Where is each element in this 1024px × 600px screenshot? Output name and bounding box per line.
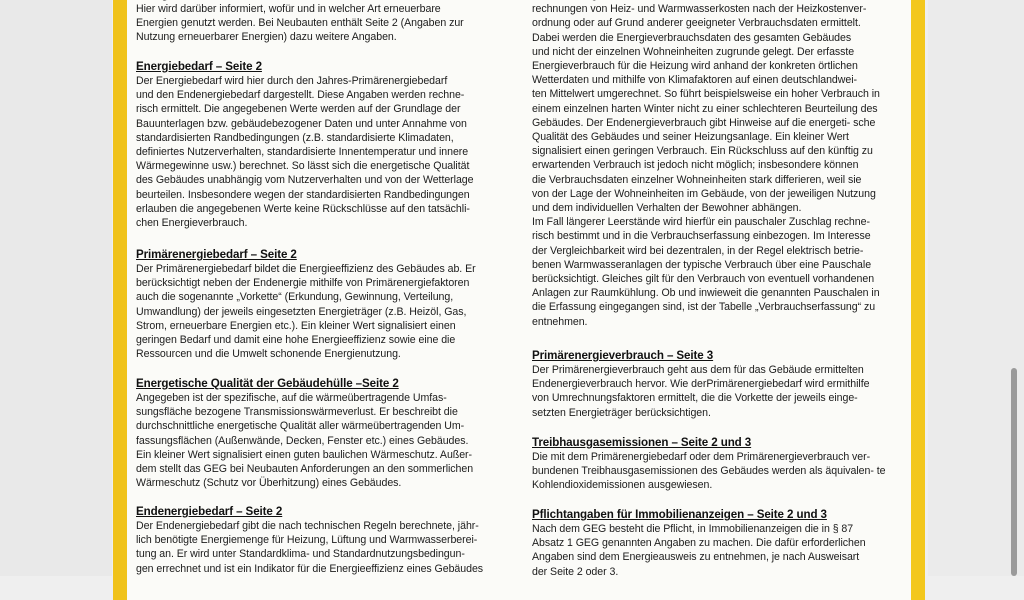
text-line: und nicht der einzelnen Wohneinheiten zugrunde gelegt. Der erfasste	[532, 45, 855, 58]
section-heading: Pflichtangaben für Immobilienanzeigen – Seite 2 und 3	[532, 508, 827, 521]
text-line: gen errechnet und ist ein Indikator für die Energieeffizienz eines Gebäudes	[136, 562, 484, 575]
text-line: Energien genutzt werden. Bei Neubauten enthält Seite 2 (Angaben zur	[136, 17, 464, 30]
text-line: signalisiert einen geringen Verbrauch. Ein Rückschluss auf den künftig zu	[532, 145, 873, 158]
text-line: auch die sogenannte „Vorkette“ (Erkundung, Gewinnung, Verteilung,	[136, 291, 454, 304]
section-body	[136, 519, 504, 576]
text-line: der Vergleichbarkeit wird bei dezentralen, in der Regel elektrisch betrie-	[532, 244, 864, 257]
section-body	[532, 363, 914, 420]
section-body	[136, 391, 504, 490]
section-endenergiebedarf	[136, 505, 504, 576]
text-line: Angegeben ist der spezifische, auf die wärmeübertragende Umfas-	[136, 392, 447, 404]
text-line: lich benötigte Energiemenge für Heizung, Lüftung und Warmwasserberei-	[136, 534, 478, 547]
section-body	[136, 262, 504, 361]
text-line: Gebäudes. Der Endenergieverbrauch gibt Hinweise auf die energeti- sche	[532, 116, 876, 129]
text-line: Angaben sind dem Energieausweis zu entnehmen, je nach Ausweisart	[532, 551, 860, 564]
text-line: rechnungen von Heiz- und Warmwasserkosten nach der Heizkostenver-	[532, 3, 867, 16]
text-line: Qualität des Gebäudes und seiner Heizungsanlage. Ein kleiner Wert	[532, 131, 849, 144]
text-line: geringen Bedarf und damit eine hohe Energieeffizienz sowie eine die	[136, 334, 456, 347]
left-background	[0, 0, 112, 576]
text-line: ten Mittelwert umgerechnet. So führt beispielsweise ein hoher Verbrauch in	[532, 88, 880, 101]
text-line: erwartenden Verbrauch ist jedoch nicht möglich; insbesondere können	[532, 159, 859, 172]
section-heading: Treibhausgasemissionen – Seite 2 und 3	[532, 436, 752, 449]
text-line: Kohlendioxidemissionen ausgewiesen.	[532, 479, 713, 492]
text-line: entnehmen.	[532, 315, 588, 328]
section-energiebedarf	[136, 60, 504, 230]
text-line: Absatz 1 GEG genannten Angaben zu machen. Die dafür erforderlichen	[532, 537, 866, 550]
text-line: und dem individuellen Verhalten der Bewohner abhängen.	[532, 202, 802, 215]
text-line: beurteilen. Insbesondere wegen der standardisierten Randbedingungen	[136, 188, 470, 201]
text-line: benen Warmwasseranlagen der typische Verbrauch über eine Pauschale	[532, 258, 872, 271]
text-line: Nutzung erneuerbarer Energien) dazu weitere Angaben.	[136, 31, 397, 44]
text-line: von der Lage der Wohneinheiten im Gebäude, von der jeweiligen Nutzung	[532, 187, 876, 200]
text-line: die Erfassung eingegangen sind, ist der Tabelle „Verbrauchserfassung“ zu	[532, 301, 876, 314]
section-heading: Energetische Qualität der Gebäudehülle –Seite 2	[136, 377, 399, 390]
text-line: Die mit dem Primärenergiebedarf oder dem Primärenergieverbrauch ver-	[532, 451, 871, 463]
section-treibhausgasemissionen	[532, 436, 914, 493]
text-line: der Seite 2 oder 3.	[532, 565, 619, 578]
text-line: Ein kleiner Wert signalisiert einen guten baulichen Wärmeschutz. Außer-	[136, 448, 473, 461]
text-line: definiertes Nutzerverhalten, standardisierte Innentemperatur und innere	[136, 146, 469, 159]
text-line: Im Fall längerer Leerstände wird hierfür ein pauschaler Zuschlag rechne-	[532, 216, 870, 229]
right-background	[928, 0, 1024, 576]
text-line: Wetterdaten und mithilfe von Klimafaktoren auf einen deutschlandwei-	[532, 74, 858, 87]
text-line: risch ermittelt. Die angegebenen Werte werden auf der Grundlage der	[136, 103, 461, 116]
text-line: Der Energiebedarf wird hier durch den Jahres-Primärenergiebedarf	[136, 75, 448, 87]
text-line: Energieverbrauch für die Heizung wird anhand der konkreten örtlichen	[532, 60, 858, 73]
text-line: und den Endenergiebedarf dargestellt. Diese Angaben werden rechne-	[136, 89, 465, 102]
text-line: durchschnittliche energetische Qualität aller wärmeübertragenden Um-	[136, 420, 465, 433]
text-line: Strom, erneuerbare Energien etc.). Ein kleiner Wert signalisiert einen	[136, 319, 456, 332]
text-line: von Umrechnungsfaktoren ermittelt, die die Vorkette der jeweils einge-	[532, 392, 858, 405]
text-line: Dabei werden die Energieverbrauchsdaten des gesamten Gebäudes	[532, 31, 852, 44]
text-line: Der Primärenergieverbrauch geht aus dem für das Gebäude ermittelten	[532, 364, 864, 376]
text-line: Der Primärenergiebedarf bildet die Energieeffizienz des Gebäudes ab. Er	[136, 263, 476, 275]
text-line: berücksichtigt. Gleiches gilt für den Verbrauch von eventuell vorhandenen	[532, 273, 875, 286]
section-gebaeudehuelle	[136, 377, 504, 490]
text-line: Wärmeschutz (Schutz vor Überhitzung) eines Gebäudes.	[136, 477, 402, 490]
text-line: ordnung oder auf Grund anderer geeigneter Verbrauchsdaten ermittelt.	[532, 17, 861, 30]
text-line: Der Endenergiebedarf gibt die nach technischen Regeln berechnete, jähr-	[136, 520, 479, 532]
section-body	[136, 2, 504, 45]
text-line: risch bestimmt und in die Verbrauchserfassung einbezogen. Im Interesse	[532, 230, 871, 243]
text-line: tung an. Er wird unter Standardklima- und Standardnutzungsbedingun-	[136, 548, 465, 561]
text-line: einem einzelnen harten Winter nicht zu einer schlechteren Beurteilung des	[532, 102, 878, 115]
vertical-scrollbar[interactable]	[1011, 368, 1017, 576]
text-line: bundenen Treibhausgasemissionen des Gebäudes werden als äquivalen- te	[532, 465, 886, 478]
text-line: Endenergieverbrauch hervor. Wie derPrimärenergiebedarf wird ermithilfe	[532, 378, 870, 391]
section-body	[532, 0, 914, 329]
text-line: Ressourcen und die Umwelt schonende Energienutzung.	[136, 348, 401, 361]
text-line: Wärmegewinne usw.) berechnet. So lässt sich die energetische Qualität	[136, 160, 470, 173]
text-line: chen Energieverbrauch.	[136, 217, 248, 230]
section-endenergieverbrauch-fragment	[532, 0, 914, 329]
text-line: des Gebäudes unabhängig vom Nutzerverhalten und von der Wetterlage	[136, 174, 474, 187]
section-body	[136, 74, 504, 230]
text-line: dem stellt das GEG bei Neubauten Anforderungen an den sommerlichen	[136, 463, 474, 476]
text-line: berücksichtigt neben der Endenergie mithilfe von Primärenergiefaktoren	[136, 277, 470, 290]
text-line: Bauunterlagen bzw. gebäudebezogener Daten und unter Annahme von	[136, 117, 467, 130]
text-line: die Verbrauchsdaten einzelner Wohneinheiten stark differieren, weil sie	[532, 173, 862, 186]
text-line: Anlagen zur Raumkühlung. Ob und inwieweit die genannten Pauschalen in	[532, 287, 880, 300]
text-line: sungsfläche bezogene Transmissionswärmeverlust. Er beschreibt die	[136, 406, 458, 419]
section-heading: Endenergiebedarf – Seite 2	[136, 505, 283, 518]
text-line: Nach dem GEG besteht die Pflicht, in Immobilienanzeigen die in § 87	[532, 523, 854, 535]
section-pflichtangaben	[532, 508, 914, 579]
section-body	[532, 450, 914, 493]
text-line: Umwandlung) der jeweils eingesetzten Energieträger (z.B. Heizöl, Gas,	[136, 305, 467, 318]
text-line: standardisierten Randbedingungen (z.B. standardisierte Klimadaten,	[136, 131, 454, 144]
text-line: Hier wird darüber informiert, wofür und in welcher Art erneuerbare	[136, 3, 441, 15]
section-heading: Energiebedarf – Seite 2	[136, 60, 262, 73]
section-heading: Primärenergieverbrauch – Seite 3	[532, 349, 714, 362]
text-line: fassungsflächen (Außenwände, Decken, Fenster etc.) eines Gebäudes.	[136, 434, 469, 447]
section-body	[532, 522, 914, 579]
section-primaerenergieverbrauch	[532, 349, 914, 420]
text-line: erlauben die angegebenen Werte keine Rückschlüsse auf den tatsächli-	[136, 202, 470, 215]
section-primaerenergiebedarf	[136, 248, 504, 361]
section-heading: Primärenergiebedarf – Seite 2	[136, 248, 297, 261]
section-intro-fragment	[136, 0, 504, 45]
text-line: setzten Energieträger berücksichtigen.	[532, 406, 711, 419]
